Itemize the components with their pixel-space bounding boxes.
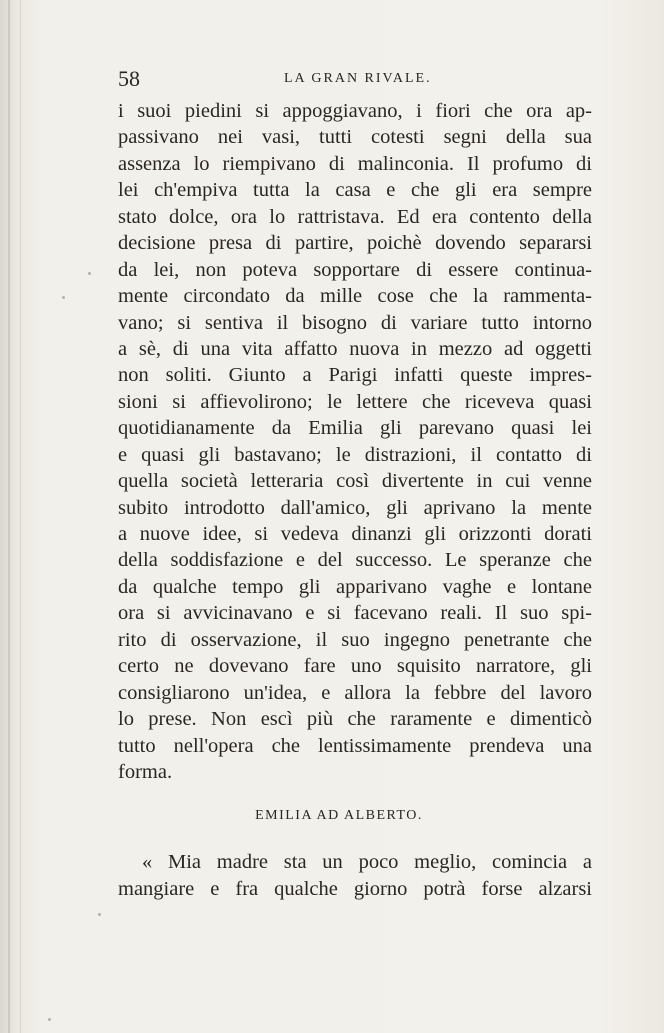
text-line: subito introdotto dall'amico, gli aprivano la mente: [118, 496, 592, 519]
page-number: 58: [118, 66, 140, 91]
text-line: della soddisfazione e del successo. Le speranze che: [118, 549, 592, 572]
text-line: lo prese. Non escì più che raramente e dimenticò: [118, 708, 592, 731]
text-line: passivano nei vasi, tutti cotesti segni della sua: [118, 126, 592, 149]
text-line: a nuove idee, si vedeva dinanzi gli orizzonti dorati: [118, 523, 592, 545]
text-line: certo ne dovevano fare uno squisito narratore, gli: [118, 655, 592, 678]
section-heading-text: EMILIA AD ALBERTO.: [255, 808, 423, 823]
running-head: LA GRAN RIVALE.: [284, 71, 432, 86]
paper-speck: [98, 913, 101, 916]
text-line: decisione presa di partire, poichè dovendo separarsi: [118, 232, 592, 255]
text-line: da qualche tempo gli apparivano vaghe e lontane: [118, 575, 592, 598]
text-line: tutto nell'opera che lentissimamente prendeva una: [118, 734, 592, 757]
letter-paragraph: [118, 849, 592, 903]
text-line: a sè, di una vita affatto nuova in mezzo ad oggetti: [118, 337, 592, 360]
text-line: sioni si affievolirono; le lettere che riceveva quasi: [118, 390, 592, 413]
text-line: rito di osservazione, il suo ingegno penetrante che: [118, 628, 592, 651]
text-line: assenza lo riempivano di malinconia. Il profumo di: [118, 152, 592, 175]
text-line: stato dolce, ora lo rattristava. Ed era contento della: [118, 205, 592, 228]
text-line: e quasi gli bastavano; le distrazioni, il contatto di: [118, 443, 592, 466]
body-paragraph: [118, 98, 592, 785]
text-line: quotidianamente da Emilia gli parevano quasi lei: [118, 417, 592, 440]
text-line: mente circondato da mille cose che la rammenta-: [118, 285, 592, 308]
text-line: forma.: [118, 760, 173, 783]
binding-edge: [8, 0, 10, 1033]
text-line: non soliti. Giunto a Parigi infatti queste impres-: [118, 364, 592, 387]
text-line: da lei, non poteva sopportare di essere continua-: [118, 258, 592, 281]
page-header: [118, 66, 596, 96]
text-line: ora si avvicinavano e si facevano reali. Il suo spi-: [118, 602, 592, 625]
text-line: vano; si sentiva il bisogno di variare tutto intorno: [118, 311, 592, 334]
text-line: consigliarono un'idea, e allora la febbre del lavoro: [118, 681, 592, 704]
text-line: mangiare e fra qualche giorno potrà forse alzarsi: [118, 878, 592, 900]
paper-speck: [62, 296, 65, 299]
text-line: i suoi piedini si appoggiavano, i fiori che ora ap-: [118, 100, 592, 122]
text-line: lei ch'empiva tutta la casa e che gli era sempre: [118, 179, 592, 202]
section-heading: [0, 808, 664, 824]
text-line: quella società letteraria così divertente in cui venne: [118, 470, 592, 493]
text-line: « Mia madre sta un poco meglio, comincia a: [142, 851, 592, 873]
paper-speck: [88, 272, 91, 275]
paper-speck: [48, 1018, 51, 1021]
binding-edge-shadow: [20, 0, 21, 1033]
